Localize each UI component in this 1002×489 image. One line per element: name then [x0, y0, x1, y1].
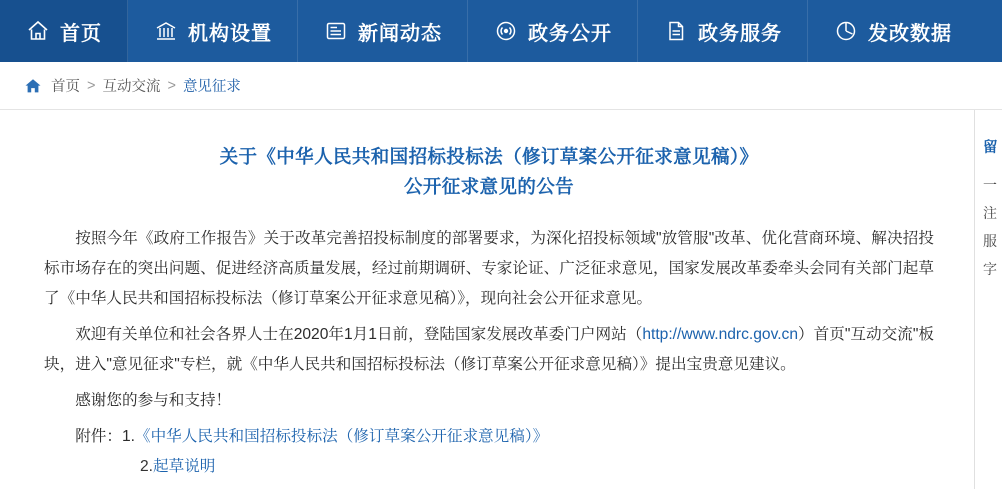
nav-label-news: 新闻动态 [358, 22, 442, 45]
right-sidebar-title: 留 [983, 140, 998, 156]
nav-item-home[interactable] [0, 0, 128, 62]
breadcrumb-item-current: 意见征求 [182, 79, 241, 95]
nav-label-organization: 机构设置 [188, 22, 272, 45]
nav-label-development-data: 发改数据 [868, 22, 952, 45]
broadcast-icon [494, 19, 518, 43]
home-icon [24, 77, 42, 95]
attachment-link-draft[interactable]: 《中华人民共和国招标投标法（修订草案公开征求意见稿）》 [134, 427, 549, 445]
nav-item-development-data[interactable] [808, 0, 978, 62]
right-sidebar-item[interactable]: 一 [983, 177, 997, 193]
article-paragraph-2 [44, 320, 934, 380]
right-sidebar-item[interactable]: 服 [983, 233, 997, 249]
top-navigation [0, 0, 1002, 62]
nav-item-news[interactable] [298, 0, 468, 62]
bank-icon [154, 19, 178, 43]
news-icon [324, 19, 348, 43]
breadcrumb [0, 62, 1002, 110]
paragraph-text-after-link: ）首页"互动交流"板块，进入"意见征求"专栏，就《中华人民共和国招标投标法（修订草案公开征求意见稿）》提出宝贵意见建议。 [44, 325, 934, 373]
attachment-link-explanation[interactable]: 起草说明 [153, 457, 216, 475]
right-sidebar [974, 110, 1002, 489]
nav-label-government-affairs: 政务公开 [528, 22, 612, 45]
nav-item-government-affairs[interactable] [468, 0, 638, 62]
right-sidebar-item[interactable]: 字 [983, 261, 997, 277]
attachment-line-2 [44, 452, 934, 482]
attachment-line-1 [44, 422, 934, 452]
breadcrumb-separator: > [87, 77, 96, 94]
breadcrumb-item-home[interactable]: 首页 [51, 79, 80, 95]
nav-item-organization[interactable] [128, 0, 298, 62]
content-area [0, 110, 1002, 489]
document-icon [664, 19, 688, 43]
page-title-line1: 关于《中华人民共和国招标投标法（修订草案公开征求意见稿）》 [219, 146, 759, 167]
paragraph-text-before-link: 欢迎有关单位和社会各界人士在2020年1月1日前，登陆国家发展改革委门户网站（ [75, 325, 643, 343]
ndrc-website-link[interactable]: http://www.ndrc.gov.cn [642, 325, 799, 343]
attachment-label: 附件：1. [75, 427, 135, 445]
right-sidebar-item[interactable]: 注 [983, 205, 997, 221]
article-paragraph-1: 按照今年《政府工作报告》关于改革完善招投标制度的部署要求，为深化招投标领域"放管服"改革、优化营商环境、解决招投标市场存在的突出问题、促进经济高质量发展，经过前期调研、专家论证、广泛征求意见，国家发展改革委牵头会同有关部门起草了《中华人民共和国招标投标法（修订草案公开征求意见稿）》，现向社会公开征求意见。 [44, 229, 934, 307]
attachment-number: 2. [140, 457, 154, 475]
nav-item-government-services[interactable] [638, 0, 808, 62]
article-paragraph-3: 感谢您的参与和支持！ [75, 391, 232, 409]
article-body [0, 110, 974, 489]
breadcrumb-item-interaction[interactable]: 互动交流 [102, 79, 161, 95]
page-title-line2: 公开征求意见的公告 [403, 175, 575, 197]
breadcrumb-separator: > [167, 77, 176, 94]
nav-label-home: 首页 [60, 22, 102, 45]
page-title [44, 142, 934, 202]
nav-label-government-services: 政务服务 [698, 22, 782, 45]
home-icon [26, 19, 50, 43]
chart-icon [834, 19, 858, 43]
